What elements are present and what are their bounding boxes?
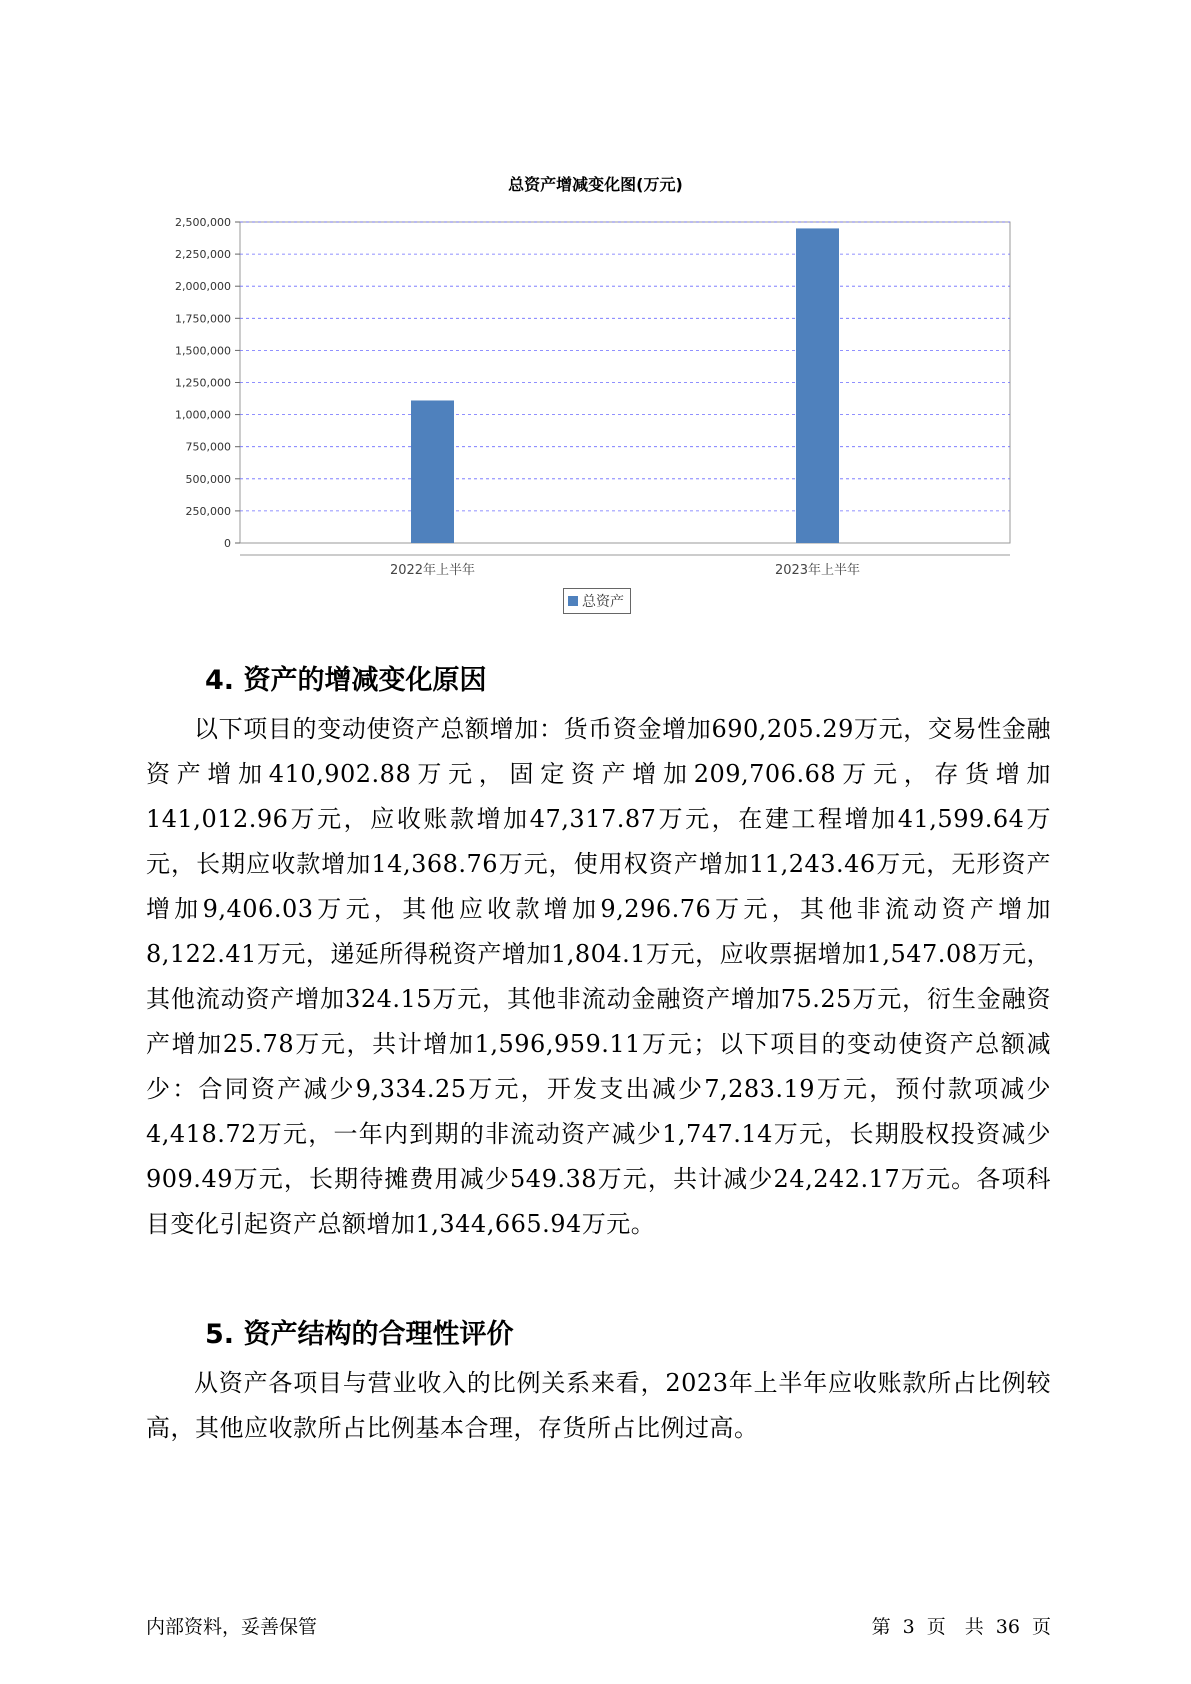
legend-swatch — [568, 596, 578, 606]
y-tick-label: 500,000 — [185, 472, 231, 486]
section-4-heading: 4. 资产的增减变化原因 — [205, 665, 487, 696]
bar-chart — [0, 0, 1191, 640]
y-tick-label: 750,000 — [185, 440, 231, 454]
section-5-heading: 5. 资产结构的合理性评价 — [205, 1319, 514, 1350]
bar-1 — [411, 400, 454, 543]
x-tick-label: 2023年上半年 — [774, 563, 861, 578]
y-tick-label: 2,500,000 — [175, 216, 231, 229]
y-tick-label: 1,750,000 — [175, 312, 231, 326]
footer-page-number: 第 3 页 共 36 页 — [871, 1616, 1051, 1638]
y-tick-label: 0 — [224, 537, 231, 550]
x-tick-label: 2022年上半年 — [389, 563, 476, 578]
y-tick-label: 1,000,000 — [175, 408, 231, 422]
section-5-paragraph: 从资产各项目与营业收入的比例关系来看，2023年上半年应收账款所占比例较高，其他应收款所占比例基本合理，存货所占比例过高。 — [146, 1369, 1051, 1442]
footer-confidential-note: 内部资料，妥善保管 — [146, 1616, 318, 1638]
y-tick-label: 2,000,000 — [175, 280, 231, 294]
y-tick-label: 250,000 — [185, 504, 231, 518]
y-tick-label: 1,500,000 — [175, 344, 231, 358]
y-tick-label: 2,250,000 — [175, 248, 231, 262]
y-tick-label: 1,250,000 — [175, 376, 231, 390]
bar-2 — [796, 228, 839, 543]
chart-legend — [563, 588, 631, 614]
chart-title: 总资产增减变化图(万元) — [508, 175, 683, 194]
legend-label: 总资产 — [582, 594, 624, 610]
section-4-paragraph: 以下项目的变动使资产总额增加：货币资金增加690,205.29万元，交易性金融资产增加410,902.88万元，固定资产增加209,706.68万元，存货增加141,012.96万元，应收账款增加47,317.87万元，在建工程增加41,599.64万元，长期应收款增加14,368.76万元，使用权资产增加11,243.46万元，无形资产增加9,406.03万元，其他应收款增加9,296.76万元，其他非流动资产增加8,122.41万元，递延所得税资产增加1,804.1万元，应收票据增加1,547.08万元，其他流动资产增加324.15万元，其他非流动金融资产增加75.25万元，衍生金融资产增加25.78万元，共计增加1,596,959.11万元；以下项目的变动使资产总额减少：合同资产减少9,334.25万元，开发支出减少7,283.19万元，预付款项减少4,418.72万元，一年内到期的非流动资产减少1,747.14万元，长期股权投资减少909.49万元，长期待摊费用减少549.38万元，共计减少24,242.17万元。各项科目变化引起资产总额增加1,344,665.94万元。 — [146, 715, 1051, 1238]
